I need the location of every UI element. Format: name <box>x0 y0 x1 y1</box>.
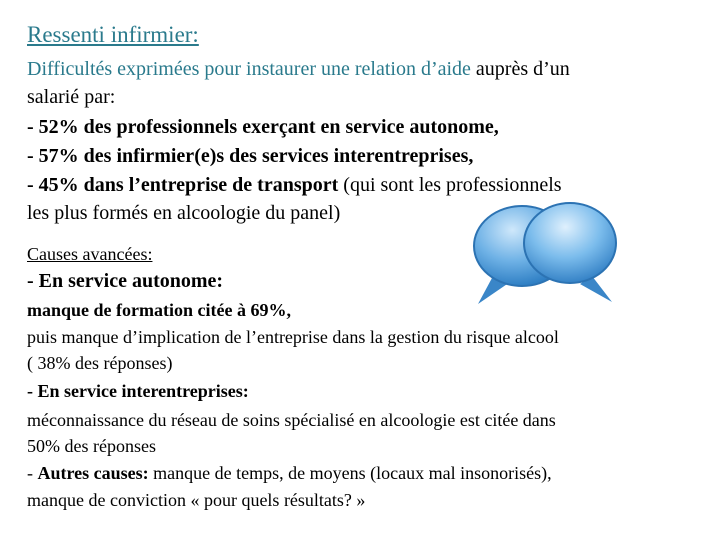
difficulty-item-transport-rest: (qui sont les professionnels <box>338 174 562 196</box>
speech-bubbles-icon <box>470 198 620 313</box>
difficulty-item-transport <box>27 174 562 197</box>
cause-inter-label: - En service interentreprises: <box>27 381 249 401</box>
cause-autonome-line2: puis manque d’implication de l’entreprise dans la gestion du risque alcool <box>27 327 559 347</box>
cause-autres-prefix: - <box>27 463 38 483</box>
difficulty-item-autonome: - 52% des professionnels exerçant en service autonome, <box>27 116 499 138</box>
cause-inter-line2: 50% des réponses <box>27 436 156 456</box>
difficulties-intro <box>27 58 570 81</box>
cause-autres <box>27 463 552 484</box>
difficulty-item-transport-bold: - 45% dans l’entreprise de transport <box>27 174 339 196</box>
difficulties-continuation: les plus formés en alcoologie du panel) <box>27 202 341 224</box>
difficulty-item-interentreprises: - 57% des infirmier(e)s des services interentreprises, <box>27 145 474 167</box>
cause-autres-label: Autres causes: <box>37 463 149 483</box>
cause-autonome-line3: ( 38% des réponses) <box>27 353 173 373</box>
cause-inter-line1: méconnaissance du réseau de soins spécialisé en alcoologie est citée dans <box>27 410 556 430</box>
difficulties-rest: auprès d’un <box>470 58 570 80</box>
causes-heading: Causes avancées: <box>27 244 153 264</box>
cause-autres-line2: manque de conviction « pour quels résultats? » <box>27 490 366 510</box>
cause-autonome-detail: manque de formation citée à 69%, <box>27 300 291 320</box>
difficulties-colored: Difficultés exprimées pour instaurer une relation d’aide <box>27 58 471 80</box>
slide-title: Ressenti infirmier: <box>27 22 199 47</box>
difficulties-intro-line2: salarié par: <box>27 86 116 108</box>
front-bubble <box>524 203 616 302</box>
cause-autonome-label: - En service autonome: <box>27 270 224 292</box>
cause-autres-text: manque de temps, de moyens (locaux mal insonorisés), <box>148 463 552 483</box>
